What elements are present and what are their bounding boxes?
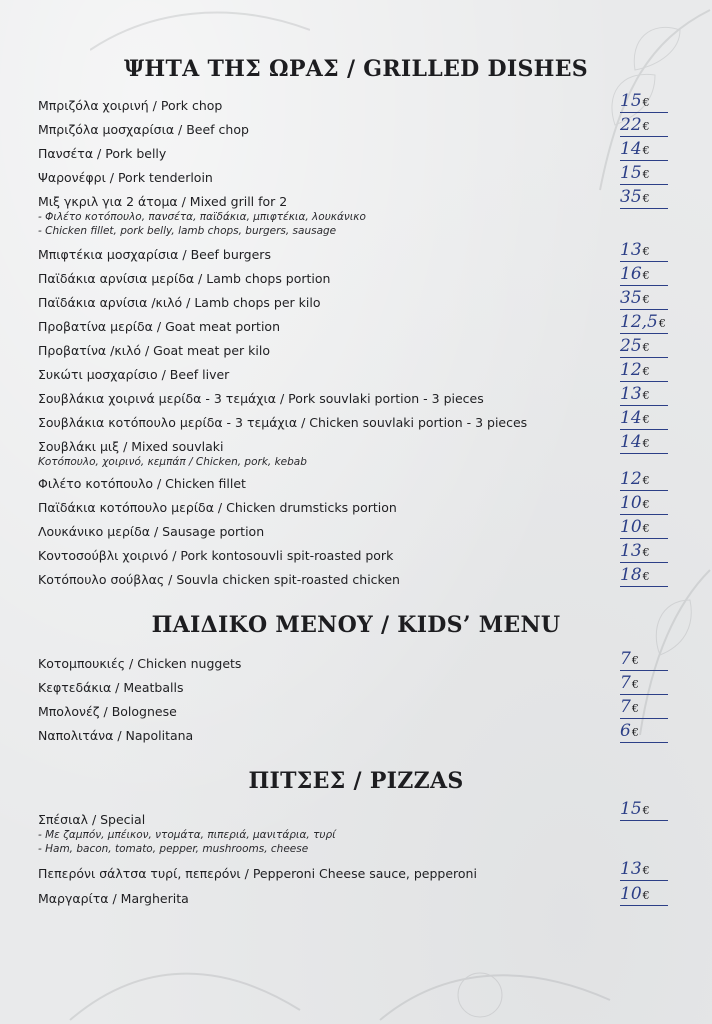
price-tag: 7€ bbox=[620, 674, 668, 695]
menu-item: Ψαρονέφρι / Pork tenderloin bbox=[38, 170, 213, 185]
price-tag: 25€ bbox=[620, 337, 668, 358]
price-tag: 22€ bbox=[620, 116, 668, 137]
price-tag: 15€ bbox=[620, 800, 668, 821]
menu-item: Παϊδάκια αρνίσια μερίδα / Lamb chops portion bbox=[38, 271, 331, 286]
price-tag: 7€ bbox=[620, 650, 668, 671]
price-tag: 13€ bbox=[620, 385, 668, 406]
section-title-pizzas: ΠΙΤΣΕΣ / PIZZAS bbox=[248, 768, 464, 794]
price-tag: 35€ bbox=[620, 289, 668, 310]
menu-item: Μπριζόλα χοιρινή / Pork chop bbox=[38, 98, 223, 113]
menu-item: Κοντοσούβλι χοιρινό / Pork kontosouvli spit-roasted pork bbox=[38, 548, 394, 563]
menu-item: Μαργαρίτα / Margherita bbox=[38, 891, 189, 906]
menu-item: Σουβλάκια χοιρινά μερίδα - 3 τεμάχια / Pork souvlaki portion - 3 pieces bbox=[38, 391, 484, 406]
section-title-kids: ΠΑΙΔΙΚΟ ΜΕΝΟΥ / KIDS’ MENU bbox=[151, 612, 561, 638]
menu-item: Κεφτεδάκια / Meatballs bbox=[38, 680, 184, 695]
price-tag: 10€ bbox=[620, 494, 668, 515]
menu-item: Παϊδάκια αρνίσια /κιλό / Lamb chops per kilo bbox=[38, 295, 321, 310]
menu-item: Πανσέτα / Pork belly bbox=[38, 146, 167, 161]
price-tag: 13€ bbox=[620, 542, 668, 563]
price-tag: 10€ bbox=[620, 885, 668, 906]
price-tag: 18€ bbox=[620, 566, 668, 587]
menu-item: Λουκάνικο μερίδα / Sausage portion bbox=[38, 524, 265, 539]
leaf-decoration-icon bbox=[90, 0, 310, 60]
price-tag: 13€ bbox=[620, 860, 668, 881]
menu-item: Παϊδάκια κοτόπουλο μερίδα / Chicken drumsticks portion bbox=[38, 500, 397, 515]
price-tag: 13€ bbox=[620, 241, 668, 262]
price-tag: 12,5€ bbox=[620, 313, 668, 334]
price-tag: 14€ bbox=[620, 433, 668, 454]
price-tag: 7€ bbox=[620, 698, 668, 719]
menu-item: Μπιφτέκια μοσχαρίσια / Beef burgers bbox=[38, 247, 271, 262]
price-tag: 15€ bbox=[620, 164, 668, 185]
menu-item: Ναπολιτάνα / Napolitana bbox=[38, 728, 194, 743]
menu-item: Σπέσιαλ / Special - Με ζαμπόν, μπέικον, ντομάτα, πιπεριά, μανιτάρια, τυρί - Ham, bacon, tomato, pepper, mushrooms, cheese bbox=[38, 812, 336, 855]
menu-item: Μπριζόλα μοσχαρίσια / Beef chop bbox=[38, 122, 249, 137]
menu-item: Κοτομπουκιές / Chicken nuggets bbox=[38, 656, 242, 671]
menu-item: Σουβλάκι μιξ / Mixed souvlaki Κοτόπουλο, χοιρινό, κεμπάπ / Chicken, pork, kebab bbox=[38, 439, 307, 468]
menu-item: Μιξ γκριλ για 2 άτομα / Mixed grill for 2 - Φιλέτο κοτόπουλο, πανσέτα, παϊδάκια, μπιφτέκια, λουκάνικο - Chicken fillet, pork belly, lamb chops, burgers, sausage bbox=[38, 194, 366, 237]
price-tag: 35€ bbox=[620, 188, 668, 209]
price-tag: 14€ bbox=[620, 140, 668, 161]
price-tag: 12€ bbox=[620, 470, 668, 491]
leaf-decoration-icon bbox=[60, 940, 620, 1024]
price-tag: 10€ bbox=[620, 518, 668, 539]
section-title-grilled: ΨΗΤΑ ΤΗΣ ΩΡΑΣ / GRILLED DISHES bbox=[124, 56, 588, 82]
price-tag: 6€ bbox=[620, 722, 668, 743]
price-tag: 12€ bbox=[620, 361, 668, 382]
menu-item: Μπολονέζ / Bolognese bbox=[38, 704, 177, 719]
price-tag: 15€ bbox=[620, 92, 668, 113]
menu-item: Φιλέτο κοτόπουλο / Chicken fillet bbox=[38, 476, 246, 491]
menu-item: Σουβλάκια κοτόπουλο μερίδα - 3 τεμάχια / Chicken souvlaki portion - 3 pieces bbox=[38, 415, 528, 430]
menu-item: Προβατίνα μερίδα / Goat meat portion bbox=[38, 319, 281, 334]
menu-item: Κοτόπουλο σούβλας / Souvla chicken spit-roasted chicken bbox=[38, 572, 400, 587]
menu-item: Πεπερόνι σάλτσα τυρί, πεπερόνι / Pepperoni Cheese sauce, pepperoni bbox=[38, 866, 477, 881]
menu-item: Συκώτι μοσχαρίσιο / Beef liver bbox=[38, 367, 230, 382]
price-tag: 14€ bbox=[620, 409, 668, 430]
menu-item: Προβατίνα /κιλό / Goat meat per kilo bbox=[38, 343, 271, 358]
price-tag: 16€ bbox=[620, 265, 668, 286]
